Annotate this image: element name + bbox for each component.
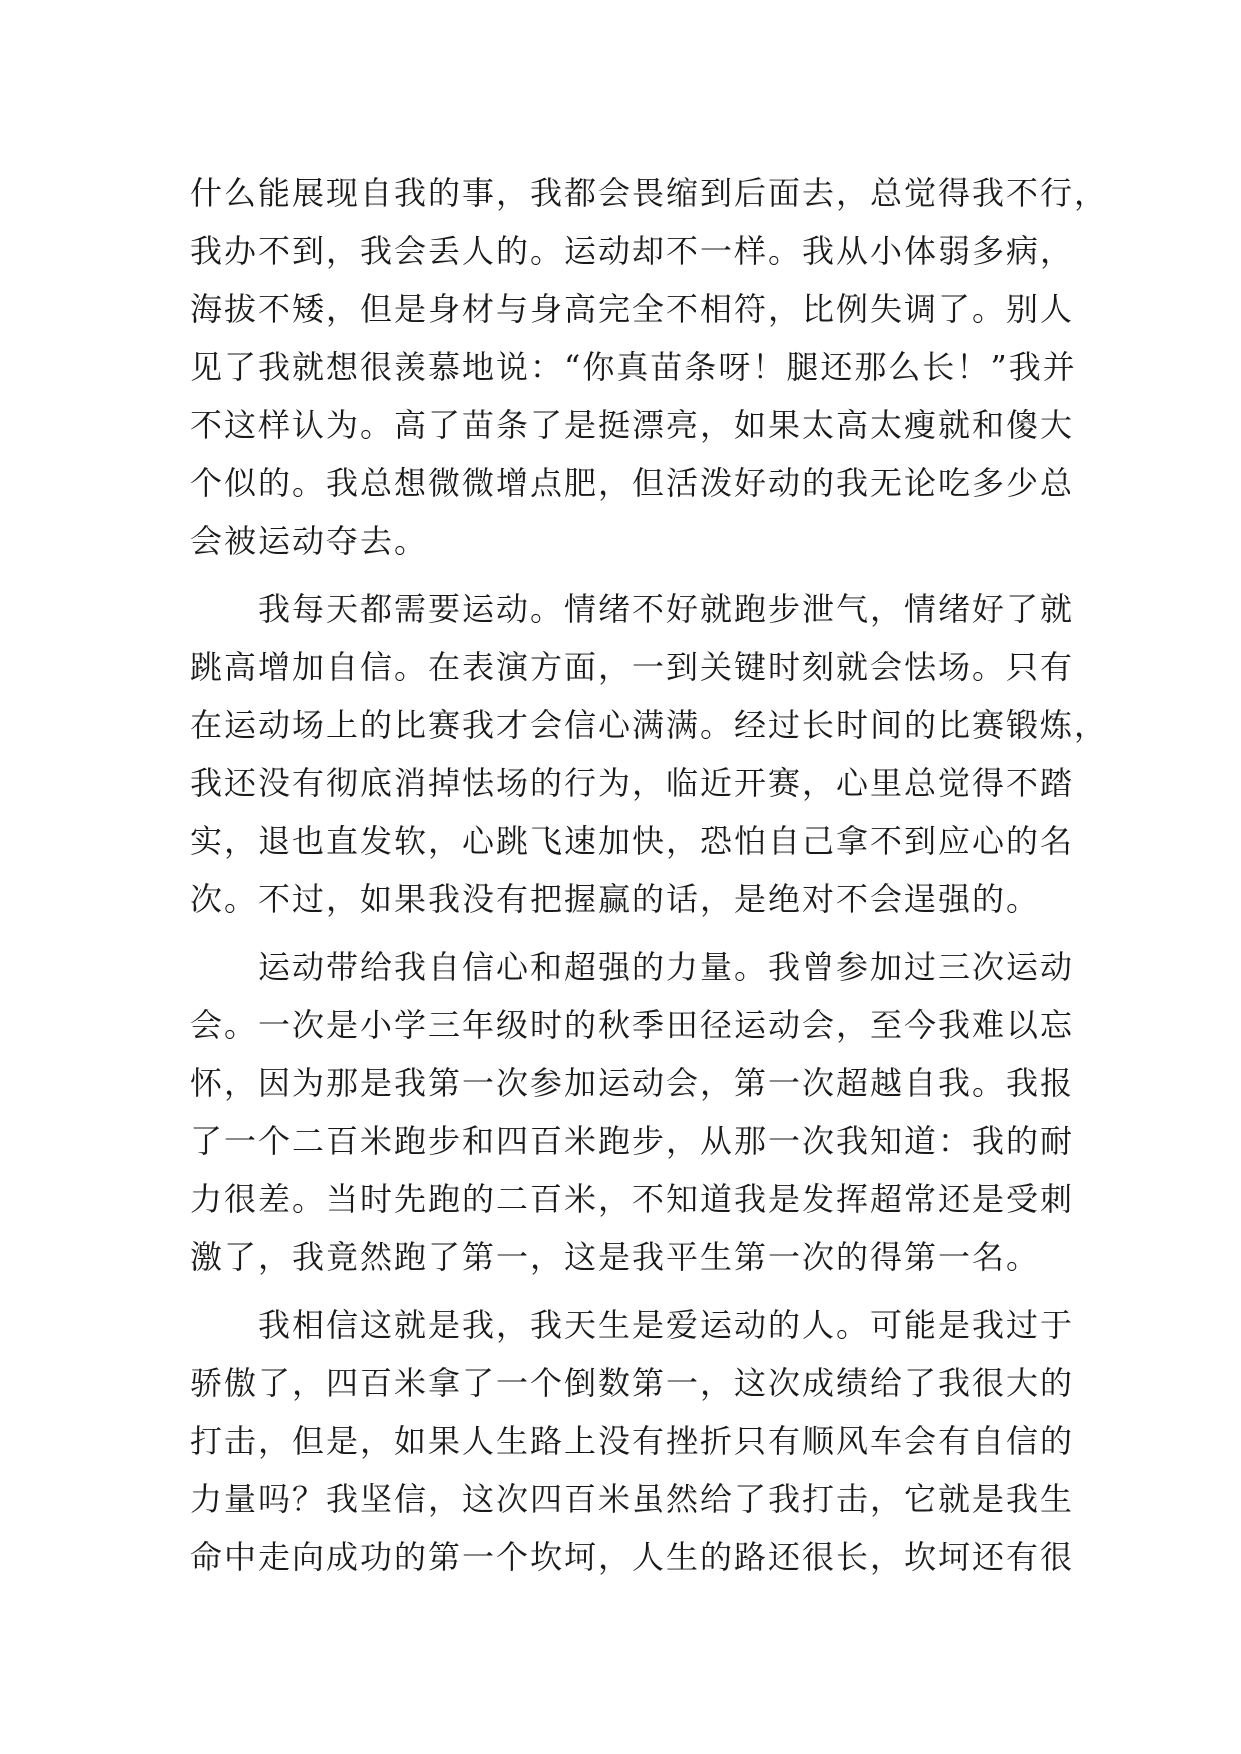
- text-line: 我每天都需要运动。情绪不好就跑步泄气，情绪好了就: [258, 590, 1075, 628]
- paragraph: [190, 1296, 1075, 1586]
- text-line: 会。一次是小学三年级时的秋季田径运动会，至今我难以忘: [190, 1006, 1075, 1044]
- text-line: 会被运动夺去。: [190, 522, 429, 560]
- text-line: 海拔不矮，但是身材与身高完全不相符，比例失调了。别人: [190, 290, 1075, 328]
- text-line: 什么能展现自我的事，我都会畏缩到后面去，总觉得我不行，: [190, 174, 1109, 212]
- text-line: 怀，因为那是我第一次参加运动会，第一次超越自我。我报: [190, 1064, 1075, 1102]
- text-line: 次。不过，如果我没有把握赢的话，是绝对不会逞强的。: [190, 880, 1041, 918]
- paragraph: [190, 580, 1109, 928]
- text-line: 个似的。我总想微微增点肥，但活泼好动的我无论吃多少总: [190, 464, 1075, 502]
- text-line: 力量吗？我坚信，这次四百米虽然给了我打击，它就是我生: [190, 1480, 1075, 1518]
- text-line: 实，退也直发软，心跳飞速加快，恐怕自己拿不到应心的名: [190, 822, 1075, 860]
- text-line: 力很差。当时先跑的二百米，不知道我是发挥超常还是受刺: [190, 1180, 1075, 1218]
- body-text: [190, 164, 1109, 1586]
- text-line: 命中走向成功的第一个坎坷，人生的路还很长，坎坷还有很: [190, 1538, 1075, 1576]
- paragraph: [190, 164, 1109, 570]
- text-line: 见了我就想很羡慕地说：“你真苗条呀！腿还那么长！”我并: [190, 348, 1077, 386]
- text-line: 我相信这就是我，我天生是爱运动的人。可能是我过于: [258, 1306, 1075, 1344]
- text-line: 跳高增加自信。在表演方面，一到关键时刻就会怯场。只有: [190, 648, 1075, 686]
- text-line: 我还没有彻底消掉怯场的行为，临近开赛，心里总觉得不踏: [190, 764, 1075, 802]
- text-line: 我办不到，我会丢人的。运动却不一样。我从小体弱多病，: [190, 232, 1075, 270]
- paragraph: [190, 938, 1075, 1286]
- text-line: 运动带给我自信心和超强的力量。我曾参加过三次运动: [258, 948, 1075, 986]
- text-line: 不这样认为。高了苗条了是挺漂亮，如果太高太瘦就和傻大: [190, 406, 1075, 444]
- text-line: 打击，但是，如果人生路上没有挫折只有顺风车会有自信的: [190, 1422, 1075, 1460]
- text-line: 了一个二百米跑步和四百米跑步，从那一次我知道：我的耐: [190, 1122, 1075, 1160]
- text-line: 激了，我竟然跑了第一，这是我平生第一次的得第一名。: [190, 1238, 1041, 1276]
- text-line: 在运动场上的比赛我才会信心满满。经过长时间的比赛锻炼，: [190, 706, 1109, 744]
- text-line: 骄傲了，四百米拿了一个倒数第一，这次成绩给了我很大的: [190, 1364, 1075, 1402]
